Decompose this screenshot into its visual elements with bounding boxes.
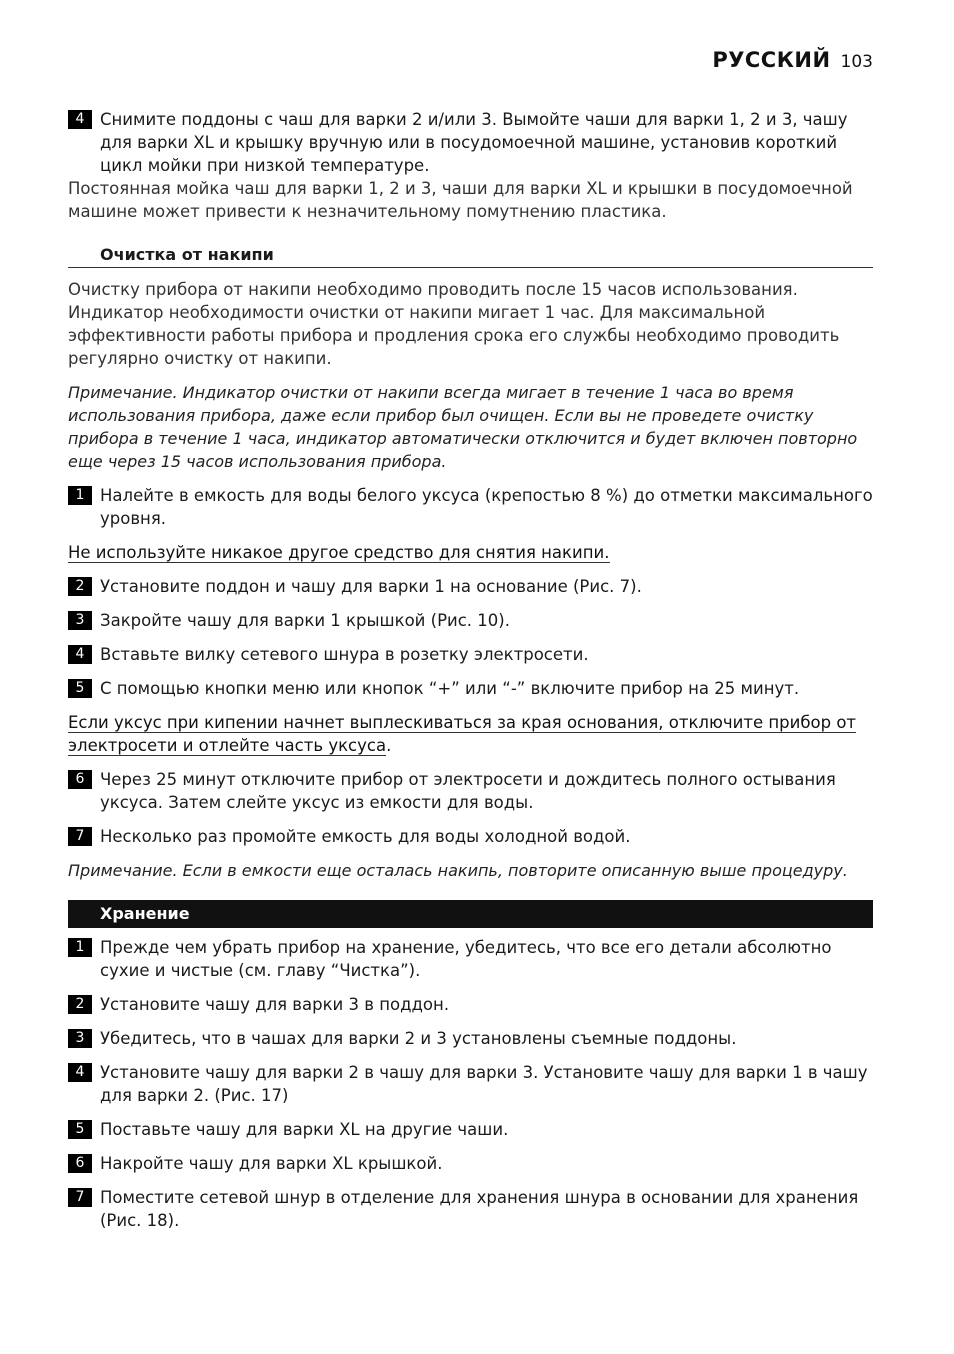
step-text: Через 25 минут отключите прибор от электросети и дождитесь полного остывания уксуса. Затем слейте уксус из емкости для воды. <box>100 770 836 812</box>
descaling-step-2 <box>68 575 873 598</box>
dishwasher-info: Постоянная мойка чаш для варки 1, 2 и 3, чаши для варки XL и крышки в посудомоечной машине может привести к незначительному помутнению пластика. <box>68 179 853 221</box>
step-text: Установите поддон и чашу для варки 1 на основание (Рис. 7). <box>100 577 642 596</box>
residual-scale-note: Примечание. Если в емкости еще осталась накипь, повторите описанную выше процедуру. <box>68 861 848 880</box>
storage-step-2 <box>68 993 873 1016</box>
step-text: С помощью кнопки меню или кнопок “+” или “-” включите прибор на 25 минут. <box>100 679 800 698</box>
descaling-note: Примечание. Индикатор очистки от накипи всегда мигает в течение 1 часа во время использования прибора, даже если прибор был очищен. Если вы не проведете очистку прибора в течение 1 часа, индикатор автоматически отключится и будет включен повторно еще через 15 часов использования прибора. <box>68 383 858 471</box>
cleaning-step-4 <box>68 108 873 177</box>
descaling-step-1 <box>68 484 873 530</box>
step-text: Установите чашу для варки 2 в чашу для варки 3. Установите чашу для варки 1 в чашу для варки 2. (Рис. 17) <box>100 1063 868 1105</box>
step-number-badge: 2 <box>68 995 92 1014</box>
step-number-badge: 7 <box>68 1188 92 1207</box>
step-text: Установите чашу для варки 3 в поддон. <box>100 995 450 1014</box>
step-text: Накройте чашу для варки XL крышкой. <box>100 1154 443 1173</box>
step-text: Поставьте чашу для варки XL на другие чаши. <box>100 1120 509 1139</box>
warning-text-line-1: Если уксус при кипении начнет выплескиваться за края основания, отключите прибор от <box>68 713 857 732</box>
step-number-badge: 4 <box>68 645 92 664</box>
step-text: Закройте чашу для варки 1 крышкой (Рис. 10). <box>100 611 510 630</box>
storage-step-6 <box>68 1152 873 1175</box>
page-header <box>712 48 873 72</box>
step-text: Несколько раз промойте емкость для воды холодной водой. <box>100 827 631 846</box>
step-number-badge: 1 <box>68 938 92 957</box>
warning-text-line-2: электросети и отлейте часть уксуса <box>68 736 387 755</box>
storage-step-7 <box>68 1186 873 1232</box>
descaling-step-5 <box>68 677 873 700</box>
step-text: Убедитесь, что в чашах для варки 2 и 3 установлены съемные поддоны. <box>100 1029 737 1048</box>
storage-step-1 <box>68 936 873 982</box>
step-text: Налейте в емкость для воды белого уксуса (крепостью 8 %) до отметки максимального уровня. <box>100 486 873 528</box>
step-number-badge: 6 <box>68 770 92 789</box>
storage-step-3 <box>68 1027 873 1050</box>
step-number-badge: 5 <box>68 1120 92 1139</box>
step-number-badge: 6 <box>68 1154 92 1173</box>
page-number: 103 <box>840 52 873 72</box>
section-heading-descaling: Очистка от накипи <box>68 245 873 268</box>
descaling-step-3 <box>68 609 873 632</box>
step-number-badge: 1 <box>68 486 92 505</box>
step-number-badge: 5 <box>68 679 92 698</box>
descaling-intro: Очистку прибора от накипи необходимо проводить после 15 часов использования. Индикатор необходимости очистки от накипи мигает 1 час. Для максимальной эффективности работы прибора и продления срока его службы необходимо проводить регулярно очистку от накипи. <box>68 280 840 368</box>
step-number-badge: 3 <box>68 611 92 630</box>
step-number-badge: 4 <box>68 110 92 129</box>
section-heading-storage: Хранение <box>68 900 873 928</box>
descaling-warning <box>68 541 873 564</box>
warning-text: Не используйте никакое другое средство для снятия накипи. <box>68 543 610 562</box>
step-number-badge: 2 <box>68 577 92 596</box>
descaling-step-7 <box>68 825 873 848</box>
descaling-step-4 <box>68 643 873 666</box>
step-text: Снимите поддоны с чаш для варки 2 и/или 3. Вымойте чаши для варки 1, 2 и 3, чашу для варки XL и крышку вручную или в посудомоечной машине, установив короткий цикл мойки при низкой температуре. <box>100 110 848 175</box>
step-text: Прежде чем убрать прибор на хранение, убедитесь, что все его детали абсолютно сухие и чистые (см. главу “Чистка”). <box>100 938 832 980</box>
language-label: РУССКИЙ <box>712 48 831 72</box>
step-number-badge: 3 <box>68 1029 92 1048</box>
page-content <box>68 108 873 1232</box>
step-number-badge: 7 <box>68 827 92 846</box>
descaling-step-6 <box>68 768 873 814</box>
storage-step-5 <box>68 1118 873 1141</box>
storage-step-4 <box>68 1061 873 1107</box>
boil-over-warning <box>68 711 873 757</box>
step-text: Вставьте вилку сетевого шнура в розетку электросети. <box>100 645 589 664</box>
step-text: Поместите сетевой шнур в отделение для хранения шнура в основании для хранения (Рис. 18). <box>100 1188 859 1230</box>
warning-period: . <box>386 736 392 755</box>
step-number-badge: 4 <box>68 1063 92 1082</box>
